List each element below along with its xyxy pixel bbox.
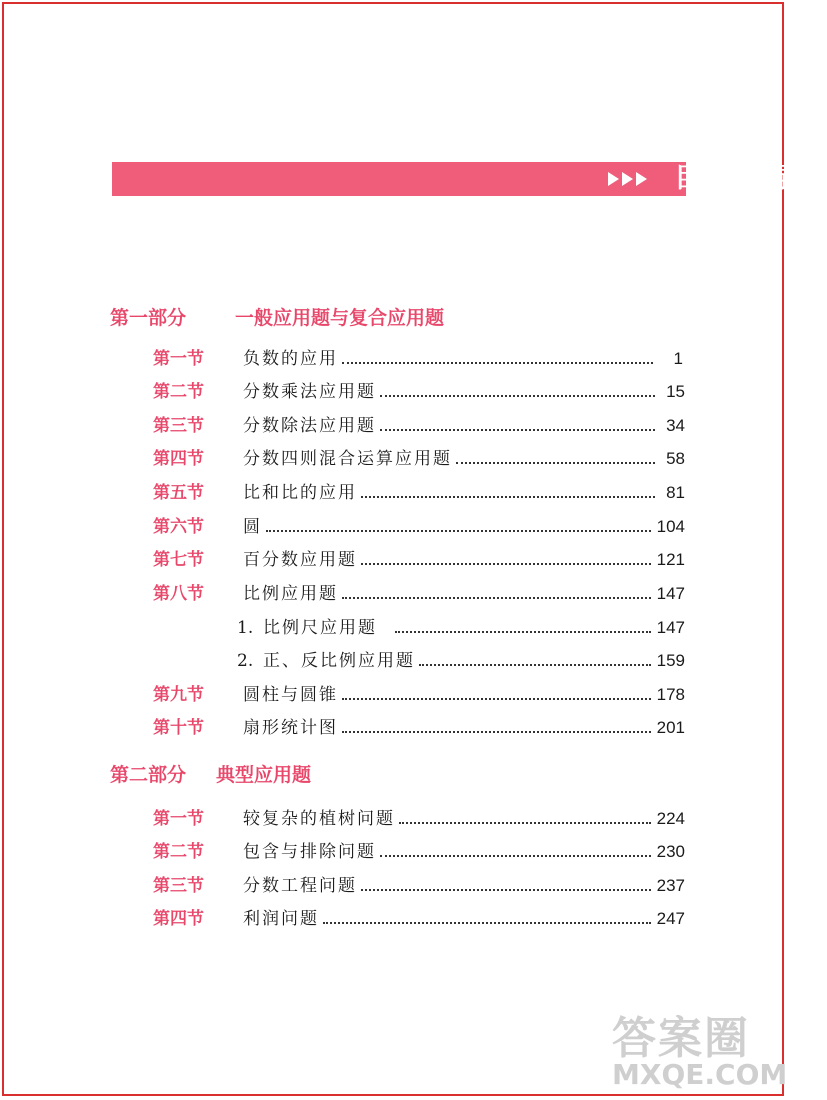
dot-leader: [380, 395, 655, 397]
section-number: 第二节: [153, 842, 204, 862]
dot-leader: [361, 496, 655, 498]
dot-leader: [342, 731, 651, 733]
toc-entry[interactable]: [153, 444, 685, 474]
page-number: 147: [656, 584, 685, 603]
toc-subentry[interactable]: [237, 646, 685, 676]
page-number: 58: [666, 449, 685, 468]
dot-leader: [342, 698, 651, 700]
dot-leader: [342, 597, 651, 599]
section-number: 第三节: [153, 876, 204, 896]
entry-title: 分数工程问题: [243, 876, 357, 896]
page-number: 224: [656, 809, 685, 828]
page-number: 34: [666, 416, 685, 435]
section-number: 第四节: [153, 449, 204, 469]
part-title: 典型应用题: [216, 764, 312, 786]
entry-title: 比和比的应用: [243, 483, 357, 503]
page-number: 147: [656, 618, 685, 637]
part-title: 一般应用题与复合应用题: [235, 307, 445, 329]
page-number: 237: [656, 876, 685, 895]
page-number: 201: [656, 718, 685, 737]
entry-title: 正、反比例应用题: [263, 651, 415, 671]
section-number: 第一节: [153, 349, 204, 369]
toc-entry[interactable]: [153, 377, 685, 407]
watermark-logo: 答案圈: [612, 1013, 750, 1064]
page-number: 178: [656, 685, 685, 704]
section-number: 第六节: [153, 517, 204, 537]
toc-subentry[interactable]: [237, 613, 685, 643]
entry-title: 圆柱与圆锥: [243, 685, 338, 705]
watermark-url: MXQE.COM: [612, 1058, 788, 1091]
toc-entry[interactable]: [153, 512, 685, 542]
section-number: 第七节: [153, 550, 204, 570]
dot-leader: [380, 429, 655, 431]
dot-leader: [419, 664, 651, 666]
dot-leader: [456, 462, 655, 464]
dot-leader: [266, 530, 651, 532]
entry-title: 较复杂的植树问题: [243, 809, 395, 829]
page-number: 104: [656, 517, 685, 536]
part-heading: [110, 760, 311, 790]
section-number: 第九节: [153, 685, 204, 705]
toc-entry[interactable]: [153, 579, 685, 609]
entry-title: 比例尺应用题: [263, 618, 377, 638]
page-number: 230: [656, 842, 685, 861]
toc-banner: [112, 162, 827, 196]
toc-entry[interactable]: [153, 713, 685, 743]
part-label: 第一部分: [110, 307, 187, 329]
dot-leader: [380, 855, 651, 857]
subentry-number: 1.: [237, 618, 254, 638]
subentry-number: 2.: [237, 651, 254, 671]
page-number: 81: [666, 483, 685, 502]
entry-title: 分数除法应用题: [243, 416, 376, 436]
page-number: 159: [656, 651, 685, 670]
entry-title: 百分数应用题: [243, 550, 357, 570]
section-number: 第一节: [153, 809, 204, 829]
toc-entry[interactable]: [153, 804, 685, 834]
part-heading: [110, 303, 444, 333]
toc-entry[interactable]: [153, 871, 685, 901]
page-number: 121: [656, 550, 685, 569]
section-number: 第二节: [153, 382, 204, 402]
section-number: 第五节: [153, 483, 204, 503]
dot-leader: [361, 563, 651, 565]
toc-entry[interactable]: [153, 545, 685, 575]
dot-leader: [323, 922, 651, 924]
section-number: 第四节: [153, 909, 204, 929]
section-number: 第三节: [153, 416, 204, 436]
entry-title: 比例应用题: [243, 584, 338, 604]
entry-title: 负数的应用: [243, 349, 338, 369]
page-number: 247: [656, 909, 685, 928]
toc-entry[interactable]: [153, 837, 685, 867]
entry-title: 扇形统计图: [243, 718, 338, 738]
toc-entry[interactable]: [153, 411, 685, 441]
dot-leader: [361, 889, 651, 891]
toc-title: 目 录: [674, 163, 827, 194]
part-label: 第二部分: [110, 764, 187, 786]
entry-title: 利润问题: [243, 909, 319, 929]
entry-title: 分数乘法应用题: [243, 382, 376, 402]
toc-entry[interactable]: [153, 904, 685, 934]
arrows-icon: [608, 162, 647, 196]
entry-title: 包含与排除问题: [243, 842, 376, 862]
dot-leader: [395, 631, 651, 633]
toc-entry[interactable]: [153, 344, 683, 374]
section-number: 第十节: [153, 718, 204, 738]
dot-leader: [399, 822, 651, 824]
page-number: 15: [666, 382, 685, 401]
entry-title: 圆: [243, 517, 262, 537]
entry-title: 分数四则混合运算应用题: [243, 449, 452, 469]
toc-entry[interactable]: [153, 478, 685, 508]
page-number: 1: [673, 349, 683, 368]
toc-entry[interactable]: [153, 680, 685, 710]
dot-leader: [342, 362, 653, 364]
section-number: 第八节: [153, 584, 204, 604]
